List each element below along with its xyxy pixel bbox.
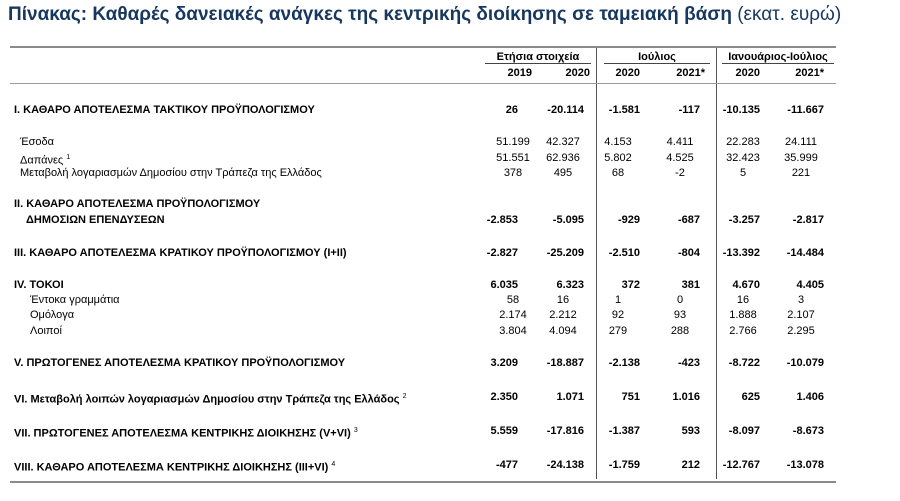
cell: 3.209 [490, 357, 518, 369]
table-row [0, 390, 900, 406]
row-label-line2: ΔΗΜΟΣΙΩΝ ΕΠΕΝΔΥΣΕΩΝ [26, 214, 165, 226]
cell: 2.295 [787, 325, 815, 337]
cell: 3 [797, 294, 805, 306]
cell: -5.095 [552, 214, 584, 226]
header-rule [10, 83, 836, 84]
cell: -1.387 [608, 425, 640, 437]
cell: -24.138 [546, 459, 584, 471]
cell: 5 [739, 167, 747, 179]
table-row [0, 458, 900, 474]
cell: 51.199 [496, 136, 530, 148]
row-label: Ομόλογα [30, 309, 75, 321]
cell: 1.888 [729, 309, 757, 321]
cell: -18.887 [546, 357, 584, 369]
header-year: 2019 [507, 67, 532, 79]
cell: -14.484 [786, 247, 824, 259]
header-group-jan-july: Ιανουάριος-Ιούλιος [722, 51, 834, 64]
cell: 68 [611, 167, 625, 179]
cell: -13.392 [722, 247, 760, 259]
cell: -8.673 [792, 425, 824, 437]
row-label: Μεταβολή λογαριασμών Δημοσίου στην Τράπεζα της Ελλάδος [20, 167, 322, 179]
row-label: Έσοδα [20, 136, 55, 148]
cell: 22.283 [726, 136, 760, 148]
row-label [14, 424, 358, 441]
cell: 2.174 [499, 309, 527, 321]
cell: -2.827 [486, 247, 518, 259]
cell: -8.097 [728, 425, 760, 437]
row-label: Έντοκα γραμμάτια [30, 294, 120, 306]
footnote-marker: 3 [353, 427, 358, 434]
cell: -117 [678, 104, 700, 116]
cell: -1.759 [608, 459, 640, 471]
table-row [0, 197, 900, 227]
table-row [0, 324, 900, 340]
footnote-marker: 1 [66, 154, 71, 161]
row-label-text: VII. ΠΡΩΤΟΓΕΝΕΣ ΑΠΟΤΕΛΕΣΜΑ ΚΕΝΤΡΙΚΗΣ ΔΙΟΙΚΗΣΗΣ (V+VI) [14, 427, 351, 440]
cell: -2.138 [608, 357, 640, 369]
header-year: 2020 [565, 67, 590, 79]
table-row [0, 278, 900, 294]
cell: -12.767 [722, 459, 760, 471]
table-row [0, 135, 900, 151]
header-year: 2020 [615, 67, 640, 79]
cell: -477 [495, 459, 518, 471]
cell: 2.350 [490, 391, 518, 403]
cell: 3.804 [499, 325, 527, 337]
cell: 2.766 [729, 325, 757, 337]
table-row [0, 356, 900, 372]
cell: 221 [791, 167, 811, 179]
cell: -2.817 [792, 214, 824, 226]
cell: 495 [553, 167, 573, 179]
row-label-text: VI. Μεταβολή λοιπών λογαριασμών Δημοσίου στην Τράπεζα της Ελλάδος [14, 393, 400, 406]
cell: 4.670 [732, 279, 760, 291]
cell: -10.135 [722, 104, 760, 116]
cell: 5.802 [604, 152, 632, 164]
cell: 42.327 [546, 136, 580, 148]
cell: 1.016 [672, 391, 700, 403]
cell: 26 [505, 104, 518, 116]
cell: 4.411 [666, 136, 694, 148]
header-year: 2021* [795, 67, 824, 79]
table-title [8, 4, 841, 26]
cell: -3.257 [728, 214, 760, 226]
cell: 288 [670, 325, 690, 337]
cell: 58 [506, 294, 520, 306]
row-label: Λοιποί [30, 325, 62, 337]
title-main: Πίνακας: Καθαρές δανειακές ανάγκες της κεντρικής διοίκησης σε ταμειακή βάση [8, 4, 732, 25]
cell: -11.667 [787, 104, 824, 116]
table-row [0, 424, 900, 440]
cell: -2.510 [608, 247, 640, 259]
cell: -1.581 [608, 104, 640, 116]
cell: 381 [681, 279, 700, 291]
row-label: IV. ΤΟΚΟΙ [14, 279, 64, 291]
row-label: II. ΚΑΘΑΡΟ ΑΠΟΤΕΛΕΣΜΑ ΠΡΟΫΠΟΛΟΓΙΣΜΟΥ [14, 198, 261, 210]
bottom-rule [10, 481, 836, 483]
header-group-july: Ιούλιος [604, 51, 710, 64]
cell: 62.936 [546, 152, 580, 164]
cell: -20.114 [547, 104, 584, 116]
cell: -2.853 [486, 214, 518, 226]
header-year: 2021* [676, 67, 705, 79]
cell: 5.559 [490, 425, 518, 437]
row-label: V. ΠΡΩΤΟΓΕΝΕΣ ΑΠΟΤΕΛΕΣΜΑ ΚΡΑΤΙΚΟΥ ΠΡΟΫΠΟΛΟΓΙΣΜΟΥ [14, 357, 346, 369]
table-row [0, 308, 900, 324]
title-unit: (εκατ. ευρώ) [737, 4, 842, 25]
cell: 24.111 [784, 136, 817, 148]
cell: 279 [608, 325, 628, 337]
header-group-annual: Ετήσια στοιχεία [485, 51, 591, 64]
cell: 212 [681, 459, 700, 471]
row-label: I. ΚΑΘΑΡΟ ΑΠΟΤΕΛΕΣΜΑ ΤΑΚΤΙΚΟΥ ΠΡΟΫΠΟΛΟΓΙΣΜΟΥ [14, 104, 315, 116]
row-label-text: Δαπάνες [20, 154, 64, 167]
header-year: 2020 [735, 67, 760, 79]
cell: 92 [611, 309, 625, 321]
cell: 6.323 [556, 279, 584, 291]
cell: 1.406 [796, 391, 824, 403]
footnote-marker: 4 [331, 461, 336, 468]
cell: 16 [736, 294, 750, 306]
cell: 16 [556, 294, 570, 306]
cell: 32.423 [726, 152, 760, 164]
cell: -25.209 [546, 247, 584, 259]
cell: 1.071 [556, 391, 584, 403]
row-label [14, 458, 335, 475]
cell: 372 [621, 279, 640, 291]
cell: 625 [741, 391, 760, 403]
cell: 4.094 [549, 325, 577, 337]
table-row [0, 166, 900, 182]
cell: -13.078 [786, 459, 824, 471]
cell: 93 [673, 309, 687, 321]
cell: 0 [676, 294, 684, 306]
row-label: III. ΚΑΘΑΡΟ ΑΠΟΤΕΛΕΣΜΑ ΚΡΑΤΙΚΟΥ ΠΡΟΫΠΟΛΟΓΙΣΜΟΥ (I+II) [14, 247, 347, 259]
table-row [0, 293, 900, 309]
row-label [14, 390, 406, 407]
top-rule [10, 46, 836, 48]
cell: 2.107 [787, 309, 815, 321]
cell: -804 [677, 247, 700, 259]
cell: -929 [617, 214, 640, 226]
table-row [0, 103, 900, 119]
cell: 6.035 [490, 279, 518, 291]
cell: -8.722 [728, 357, 760, 369]
cell: -423 [677, 357, 700, 369]
cell: 35.999 [784, 152, 818, 164]
cell: 51.551 [496, 152, 530, 164]
cell: 4.153 [604, 136, 632, 148]
cell: 378 [503, 167, 523, 179]
row-label-text: VIII. ΚΑΘΑΡΟ ΑΠΟΤΕΛΕΣΜΑ ΚΕΝΤΡΙΚΗΣ ΔΙΟΙΚΗΣΗΣ (III+VI) [14, 461, 329, 474]
cell: 4.525 [666, 152, 694, 164]
cell: 2.212 [549, 309, 577, 321]
footnote-marker: 2 [402, 393, 407, 400]
cell: 1 [614, 294, 622, 306]
cell: 593 [681, 425, 700, 437]
table-row [0, 151, 900, 167]
cell: -687 [677, 214, 700, 226]
cell: -17.816 [546, 425, 584, 437]
table-row [0, 246, 900, 262]
cell: 4.405 [796, 279, 824, 291]
cell: -10.079 [786, 357, 824, 369]
cell: 751 [621, 391, 640, 403]
cell: -2 [675, 167, 685, 179]
